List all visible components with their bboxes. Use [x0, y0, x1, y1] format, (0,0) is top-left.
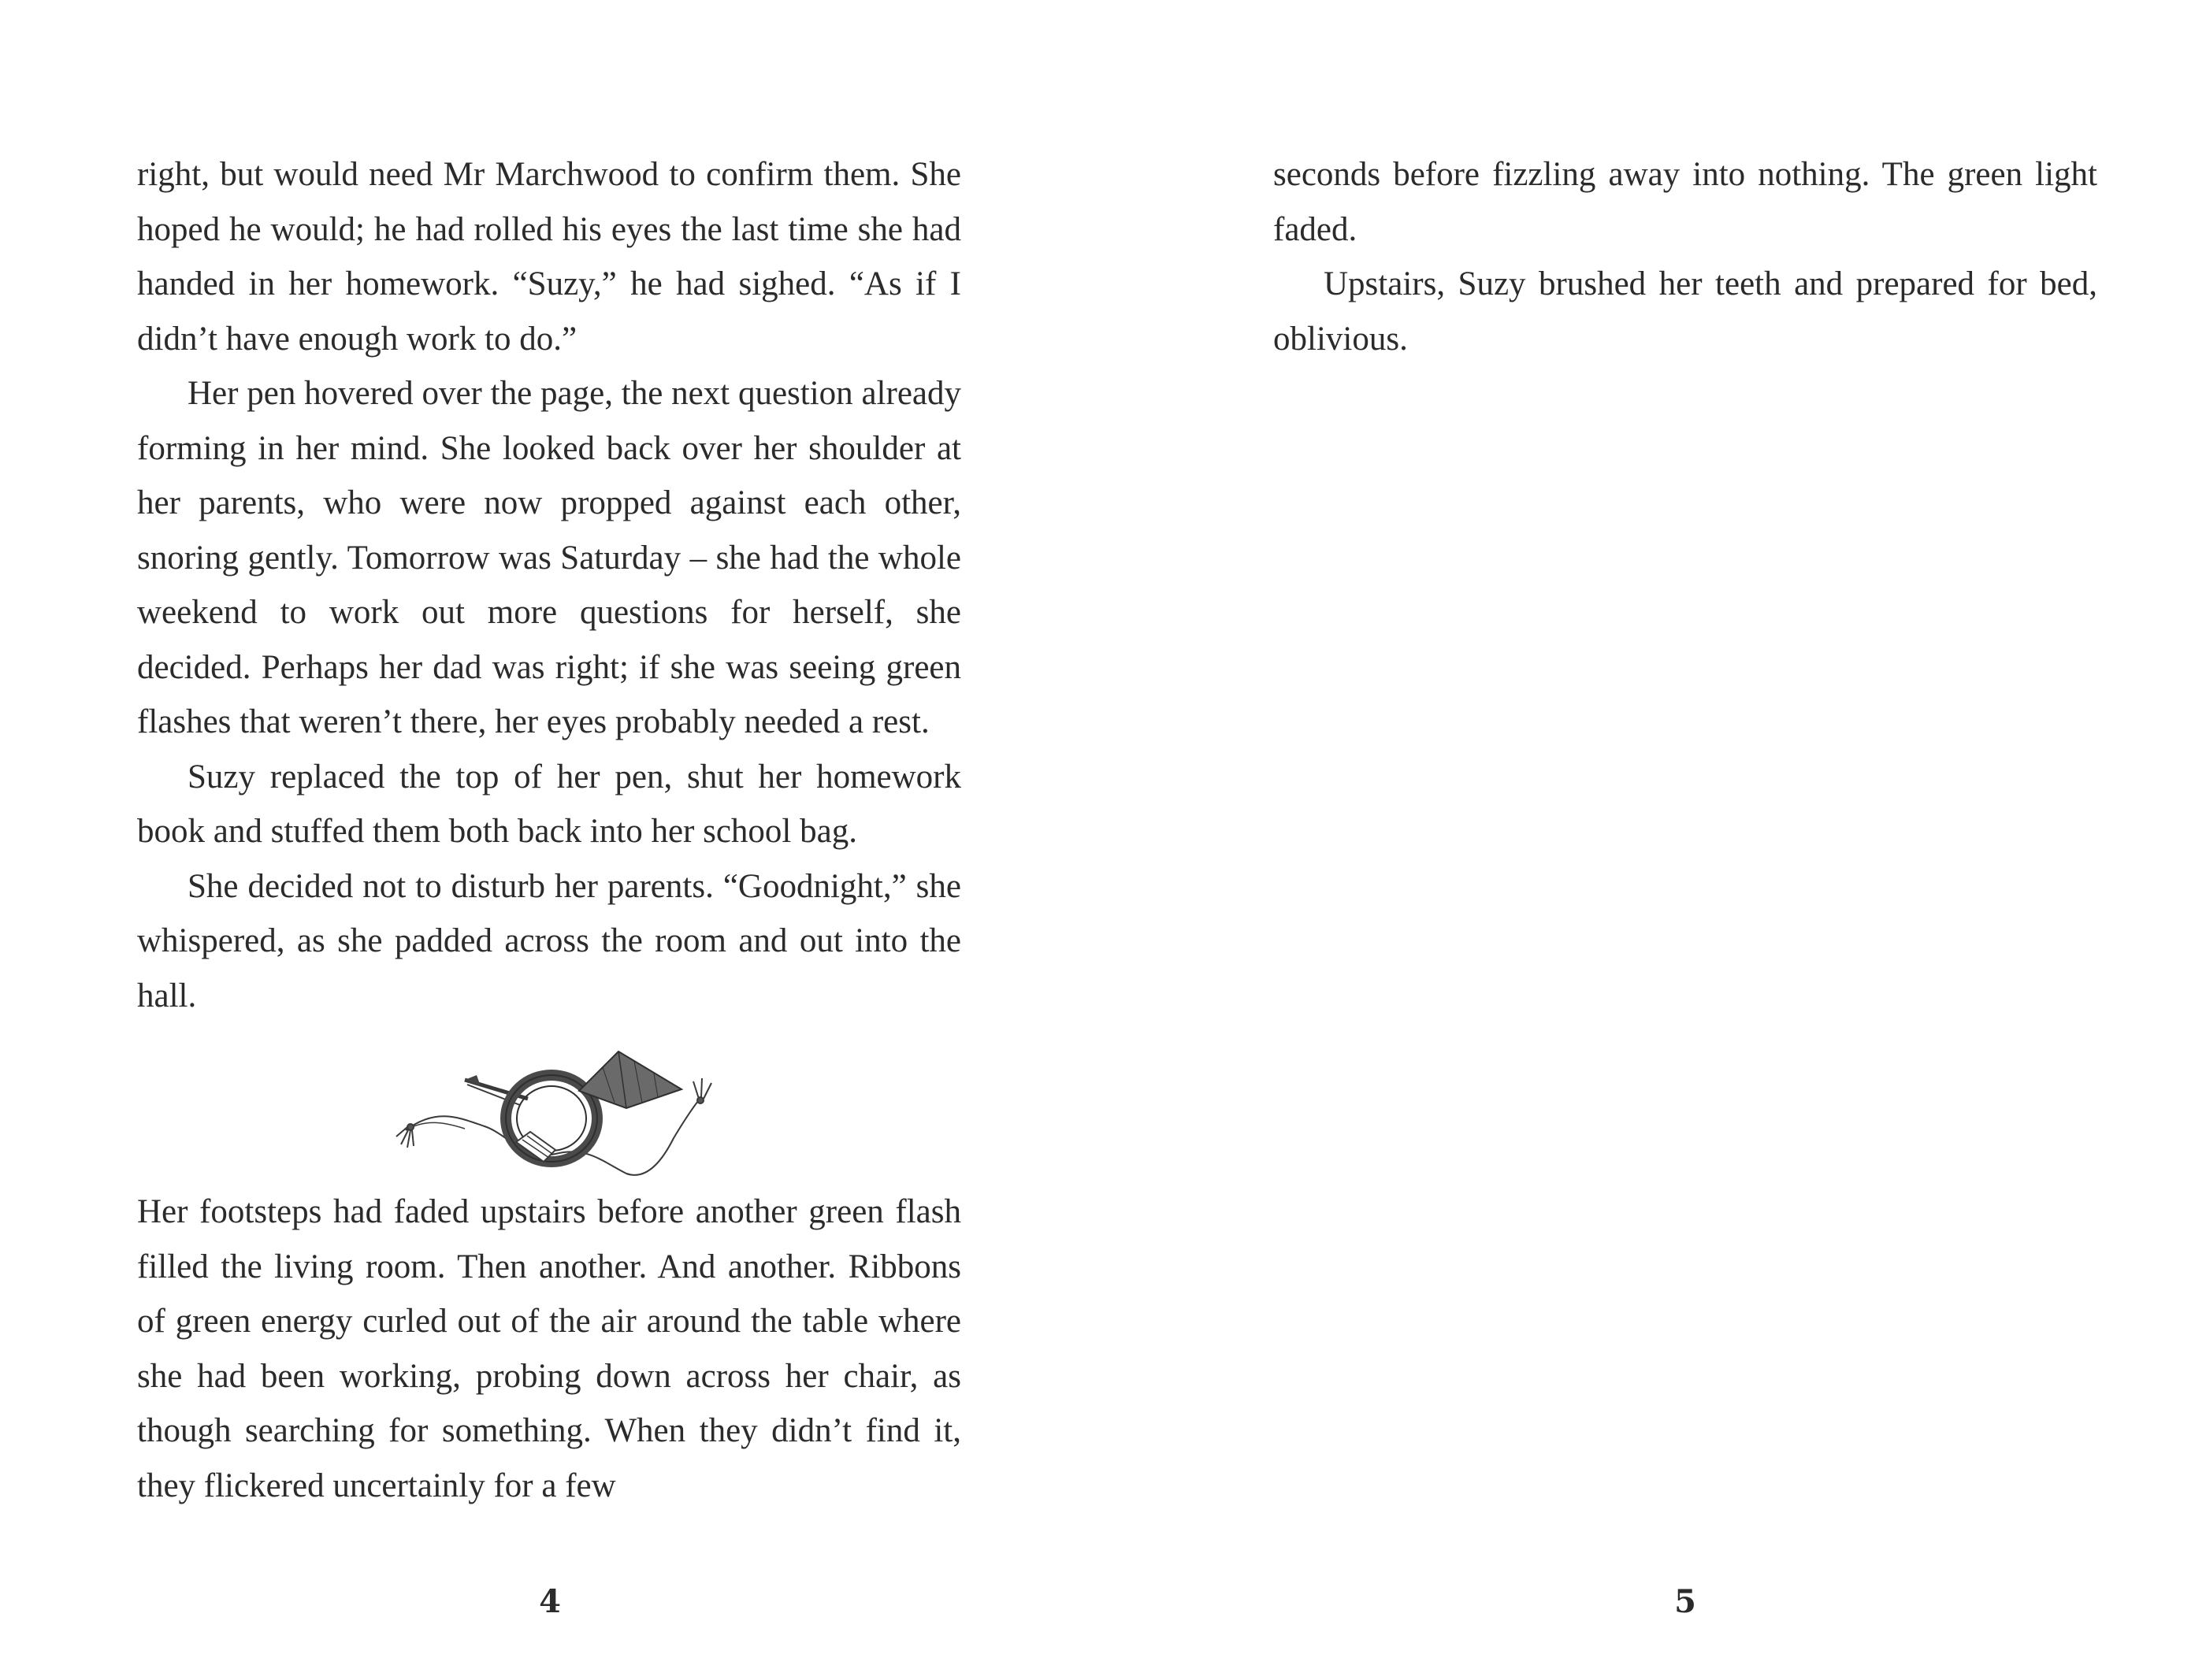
- paragraph: Her pen hovered over the page, the next question already forming in her mind. She looked back over her shoulder at her parents, who were now propped against each other, snoring gently. Tomorrow was Saturday – she had the whole weekend to work out more questions for herself, she decided. Perhaps her dad was right; if she was seeing green flashes that weren’t there, her eyes probably needed a rest.: [137, 375, 961, 740]
- paragraph: Suzy replaced the top of her pen, shut her homework book and stuffed them both back into her school bag.: [137, 758, 961, 850]
- right-page-text: [1273, 147, 2097, 366]
- left-page-text-bottom: [137, 1185, 961, 1513]
- page-number: 5: [1674, 1583, 1696, 1620]
- right-page: [1103, 0, 2206, 1680]
- paragraph: seconds before fizzling away into nothing. The green light faded.: [1273, 156, 2097, 248]
- paragraph: right, but would need Mr Marchwood to confirm them. She hoped he would; he had rolled his eyes the last time she had handed in her homework. “Suzy,” he had sighed. “As if I didn’t have enough work to do.”: [137, 156, 961, 358]
- paragraph: Her footsteps had faded upstairs before another green flash filled the living room. Then another. And another. Ribbons of green energy curled out of the air around the table where she had been working, probing down across her chair, as though searching for something. When they didn’t find it, they flickered uncertainly for a few: [137, 1193, 961, 1504]
- paragraph: Upstairs, Suzy brushed her teeth and prepared for bed, oblivious.: [1273, 265, 2097, 358]
- paragraph: She decided not to disturb her parents. “Goodnight,” she whispered, as she padded across the room and out into the hall.: [137, 867, 961, 1014]
- left-page-text-top: [137, 147, 961, 1023]
- post-horn-ornament-icon: [390, 1044, 721, 1185]
- page-number: 4: [539, 1583, 561, 1620]
